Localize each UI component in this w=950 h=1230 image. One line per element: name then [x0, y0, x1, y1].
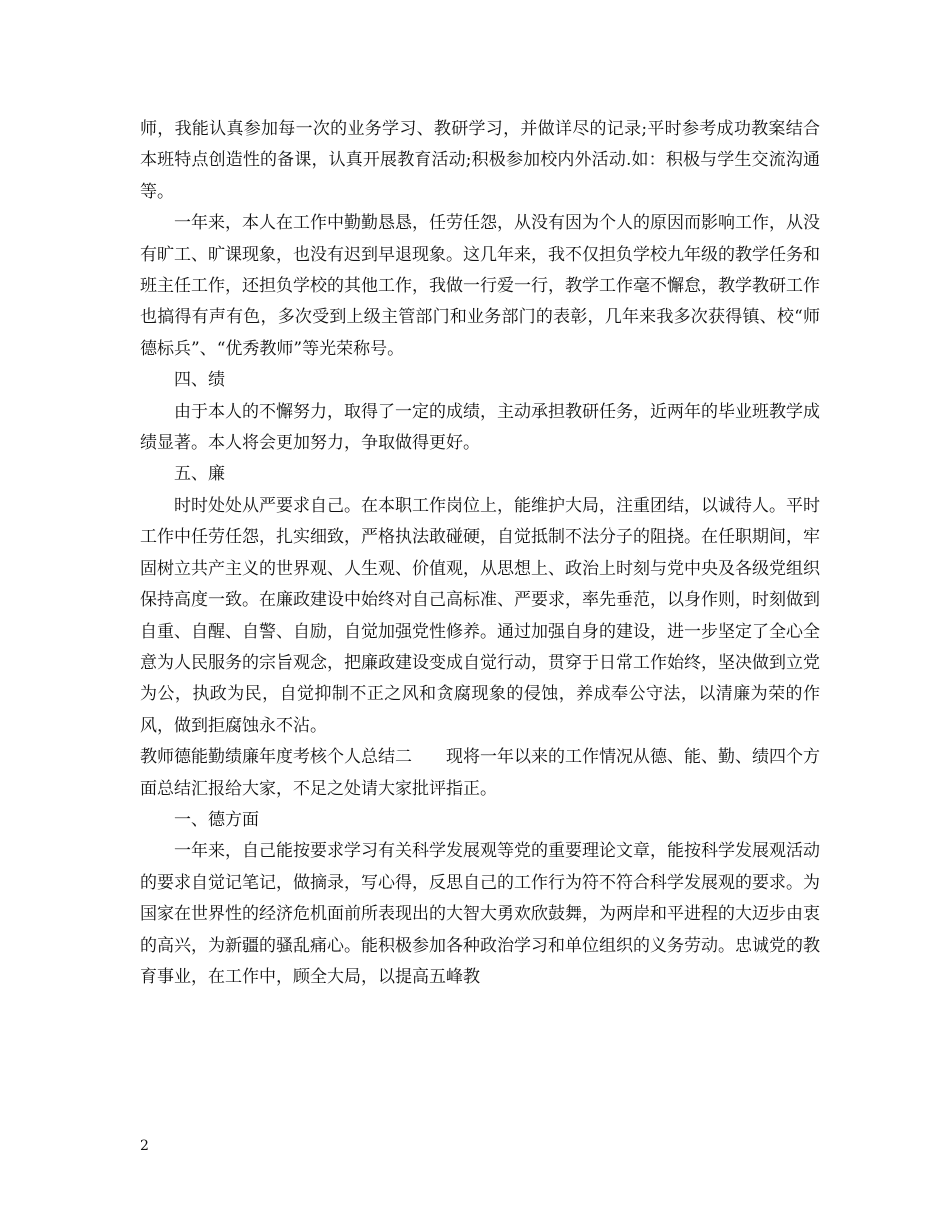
section-heading-achievement: 四、绩 — [174, 370, 225, 391]
page-number: 2 — [140, 1138, 149, 1154]
paragraph-6: 一年来，自己能按要求学习有关科学发展观等党的重要理论文章，能按科学发展观活动的要求自觉记笔记，做摘录，写心得，反思自己的工作行为符不符合科学发展观的要求。为国家在世界性的经济危机面前所表现出的大智大勇欢欣鼓舞，为两岸和平进程的大迈步由衷的高兴，为新疆的骚乱痛心。能积极参加各种政治学习和单位组织的义务劳动。忠诚党的教育事业，在工作中，顾全大局，以提高五峰教 — [140, 841, 820, 987]
paragraph-5: 教师德能勤绩廉年度考核个人总结二 现将一年以来的工作情况从德、能、勤、绩四个方面总结汇报给大家，不足之处请大家批评指正。 — [140, 747, 820, 799]
paragraph-4: 时时处处从严要求自己。在本职工作岗位上，能维护大局，注重团结，以诚待人。平时工作中任劳任怨，扎实细致，严格执法敢碰硬，自觉抵制不法分子的阻挠。在任职期间，牢固树立共产主义的世界观、人生观、价值观，从思想上、政治上时刻与党中央及各级党组织保持高度一致。在廉政建设中始终对自己高标准、严要求，率先垂范，以身作则，时刻做到自重、自醒、自警、自励，自觉加强党性修养。通过加强自身的建设，进一步坚定了全心全意为人民服务的宗旨观念，把廉政建设变成自觉行动，贯穿于日常工作始终，坚决做到立党为公，执政为民，自觉抑制不正之风和贪腐现象的侵蚀，养成奉公守法，以清廉为荣的作风，做到拒腐蚀永不沾。 — [140, 495, 820, 736]
paragraph-1: 师，我能认真参加每一次的业务学习、教研学习，并做详尽的记录;平时参考成功教案结合本班特点创造性的备课，认真开展教育活动;积极参加校内外活动.如：积极与学生交流沟通等。 — [140, 119, 820, 202]
paragraph-3: 由于本人的不懈努力，取得了一定的成绩，主动承担教研任务，近两年的毕业班教学成绩显著。本人将会更加努力，争取做得更好。 — [140, 401, 820, 454]
document-body — [140, 114, 820, 993]
section-heading-morality: 一、德方面 — [174, 809, 259, 830]
section-heading-integrity: 五、廉 — [174, 464, 225, 485]
paragraph-2: 一年来，本人在工作中勤勤恳恳，任劳任怨，从没有因为个人的原因而影响工作，从没有旷工、旷课现象，也没有迟到早退现象。这几年来，我不仅担负学校九年级的教学任务和班主任工作，还担负学校的其他工作，我做一行爱一行，教学工作毫不懈怠，教学教研工作也搞得有声有色，多次受到上级主管部门和业务部门的表彰，几年来我多次获得镇、校“师德标兵”、“优秀教师”等光荣称号。 — [140, 213, 820, 359]
